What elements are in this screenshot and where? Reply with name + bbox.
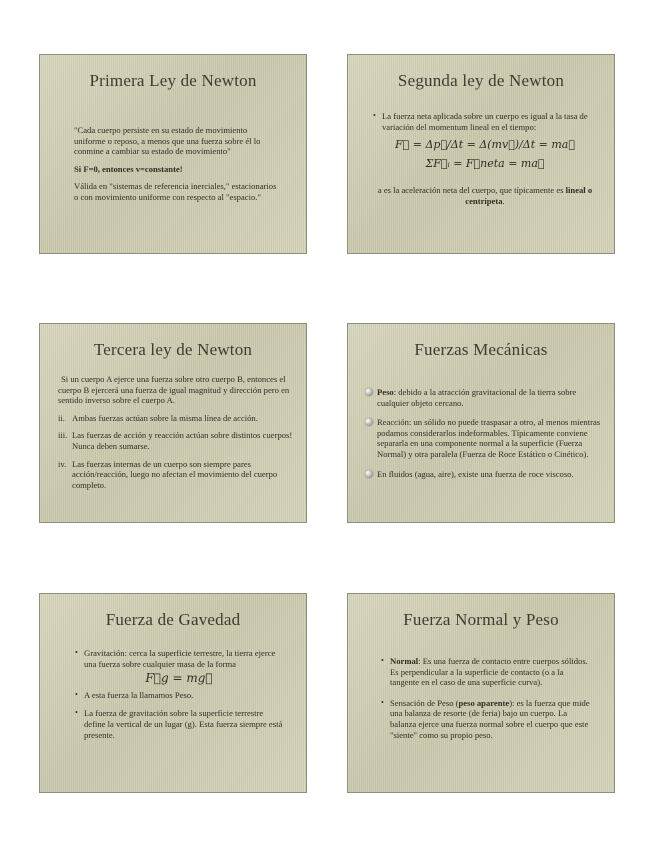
- list-item: iv. Las fuerzas internas de un cuerpo son siempre pares acción/reacción, luego no afectan el movimiento del cuerpo completo.: [58, 458, 278, 490]
- slide-fuerza-gravedad: [39, 593, 307, 793]
- slide-title: Primera Ley de Newton: [89, 71, 257, 90]
- list-item: • Sensación de Peso (peso aparente): es la fuerza que mide una balanza de resorte (de feria) bajo un cuerpo. La balanza ejerce una fuerza normal sobre el cuerpo que este "siente" como su propio peso.: [381, 697, 590, 740]
- list-item: • La fuerza neta aplicada sobre un cuerpo es igual a la tasa de variación del momentum lineal en el tiempo:: [373, 111, 588, 132]
- slide-fuerzas-mecanicas: [347, 323, 615, 523]
- list-item: • Gravitación: cerca la superficie terrestre, la tierra ejerce una fuerza sobre cualquier masa de la forma: [75, 648, 276, 669]
- acceleration-note: a es la aceleración neta del cuerpo, que típicamente es lineal o centrípeta.: [377, 185, 593, 206]
- slide-body: [380, 656, 594, 748]
- slide-body: [58, 374, 296, 497]
- slide-title: Fuerza de Gavedad: [105, 610, 241, 629]
- list-item: • A esta fuerza la llamamos Peso.: [75, 689, 194, 700]
- slide-title: Fuerza Normal y Peso: [403, 610, 559, 629]
- validity-text: Válida en "sistemas de referencia inerciales," estacionarios o con movimiento uniforme con respecto al "espacio.": [74, 181, 277, 202]
- equation-net-force: ΣF⃗ᵢ = F⃗neta = ma⃗: [425, 156, 545, 170]
- list-item: iii. Las fuerzas de acción y reacción actúan sobre distintos cuerpos! Nunca deben sumarse.: [58, 430, 293, 451]
- list-item: En fluidos (agua, aire), existe una fuerza de roce viscoso.: [365, 469, 608, 480]
- list-item: Peso: debido a la atracción gravitacional de la tierra sobre cualquier objeto cercano.: [365, 387, 608, 408]
- slide-body: [372, 111, 598, 214]
- slide-title: Fuerzas Mecánicas: [414, 340, 548, 359]
- list-item: • Normal: Es una fuerza de contacto entre cuerpos sólidos. Es perpendicular a la superficie de contacto (o a la tangente en el caso de una superficie curva).: [381, 656, 588, 688]
- slide-primera-ley: [39, 54, 307, 254]
- list-item: Reacción: un sólido no puede traspasar a otro, al menos mientras podamos considerarlos indeformables. Típicamente conviene separarla en una componente normal a la superficie (Fuerza Normal) y otra paralela (Fuerza de Roce Estático o Cinético).: [365, 417, 608, 459]
- bullet-sphere-icon: [365, 388, 373, 396]
- list-item: • La fuerza de gravitación sobre la superficie terrestre define la vertical de un lugar (g). Esta fuerza siempre está presente.: [75, 708, 283, 740]
- bullet-sphere-icon: [365, 470, 373, 478]
- slide-title: Segunda ley de Newton: [397, 71, 565, 90]
- bullet-sphere-icon: [365, 418, 373, 426]
- list-item: ii. Ambas fuerzas actúan sobre la misma línea de acción.: [58, 412, 258, 423]
- slide-tercera-ley: [39, 323, 307, 523]
- slide-body: [74, 125, 280, 210]
- slide-normal-peso: [347, 593, 615, 793]
- equation-gravity: F⃗g = mg⃗: [145, 671, 213, 686]
- equation-newton-second: F⃗ = Δp⃗/Δt = Δ(mv⃗)/Δt = ma⃗: [395, 138, 575, 152]
- slide-body: [74, 648, 284, 748]
- quote-text: "Cada cuerpo persiste en su estado de movimiento uniforme o reposo, a menos que una fuerza sobre él lo conmine a cambiar su estado de movimiento": [74, 125, 261, 157]
- slide-segunda-ley: [347, 54, 615, 254]
- intro-text: Si un cuerpo A ejerce una fuerza sobre otro cuerpo B, entonces el cuerpo B ejercerá una fuerza de igual magnitud y dirección pero en sentido inverso sobre el cuerpo A.: [58, 374, 290, 406]
- slide-title: Tercera ley de Newton: [93, 340, 253, 359]
- slide-body: [365, 387, 608, 488]
- statement-text: Si F=0, entonces v=constante!: [74, 163, 183, 174]
